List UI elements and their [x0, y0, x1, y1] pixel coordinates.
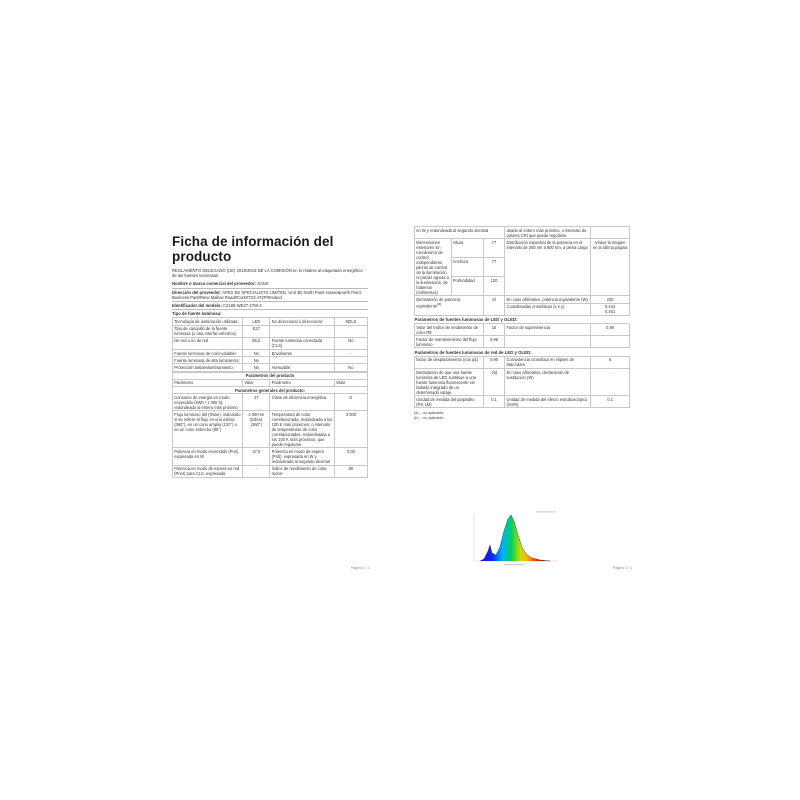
table-cell: Clase de eficiencia energética: [270, 394, 334, 411]
type-section-title: Tipo de fuente luminosa:: [172, 311, 222, 317]
table-cell: -: [591, 368, 630, 395]
table-cell: LED: [243, 318, 270, 325]
table-cell: Consumo de energía en modo encendido (kWh / 1 000 h), redondeado al entero más próximo: [173, 394, 243, 411]
table-cell: Potencia en modo de espera (Psb), expresada en W y redondeada al segundo decimal: [270, 448, 334, 465]
address-line: [172, 289, 368, 302]
table-cell: MLS: [243, 337, 270, 349]
table-cell: [334, 357, 367, 364]
page-title: Ficha de información del producto: [172, 234, 334, 264]
table-cell: Atenuable:: [270, 364, 334, 371]
table-row: [173, 448, 368, 465]
table-row: [173, 357, 368, 364]
table-row: [173, 325, 368, 337]
table-cell: Índice de rendimiento de color, redon-: [270, 465, 334, 477]
params-header-4: Valor: [334, 379, 367, 386]
table-cell: [270, 325, 334, 337]
table-cell: 3 000: [334, 411, 367, 448]
params-header-2: Valor: [243, 379, 270, 386]
table-row: [415, 368, 630, 395]
table-row: Profundidad 120: [415, 277, 630, 296]
table-cell: Potencia en modo encendido (Pon), expresada en W: [173, 448, 243, 465]
table-row: [173, 394, 368, 411]
table-row: [173, 411, 368, 448]
footnotes: (a) -: no aplicable; (b) -: no aplicable;: [414, 411, 445, 421]
params-section-title: Parámetros del producto: [173, 372, 368, 379]
table-cell: [505, 336, 591, 348]
address-label: Dirección del proveedor:: [172, 289, 222, 295]
table-row: Declaración de potencia equivalente$^{(a)}$ Sí En caso afirmativo, potencia equivalente (W) 230: [415, 296, 630, 303]
address-value: APEX EE SPECIALISTS LIMITED, Unit 3D North Point House&north Point Business Park#New Mallow Road#Cork#T23 AT2P#Ireland: [172, 289, 361, 300]
table-cell: Temperatura de color correlacionada, redondeada a los 100 K más próximos, o intervalo de temperaturas de color correlacionadas, redondeadas a los 100 K más próximos, que puede regularse: [271, 411, 333, 447]
table-cell: Potencia en modo de espera en red (Pnet) para CLS, expresada: [173, 465, 243, 477]
table-cell: No direccional o direccional:: [270, 318, 334, 325]
table-cell: factor de desplazamiento (cos φ1): [415, 356, 484, 368]
table-cell: 6: [591, 356, 630, 368]
table-row: en W y redondeada al segundo decimal deado al entero más próximo, o intervalo de valores CRI que puede regularse: [415, 227, 630, 239]
general-section-title: Parámetros generales del producto:: [173, 386, 368, 393]
table-cell: No: [243, 357, 270, 364]
table-cell: 0,1: [591, 396, 630, 408]
spectral-distribution-image: [466, 507, 562, 569]
model-value: C2188-WE27-27W-1: [222, 303, 262, 309]
table-row: [173, 318, 368, 325]
supplier-label: Nombre o marca comercial del proveedor:: [172, 281, 257, 287]
table-row: [173, 349, 368, 356]
table-row: Coordenadas cromáticas (x e y) 0,444 0,401: [415, 303, 630, 315]
supplier-line: [172, 280, 368, 288]
table-cell: Declaración de que una fuente luminosa de LED sustituye a una fuente luminosa fluorescente sin balasto integrado de un determinado vataje.: [415, 368, 484, 395]
table-cell: Fuente luminosa de color variable:: [173, 349, 243, 356]
table-cell: 0,90: [591, 324, 630, 336]
mains-section-title: Parámetros de fuentes luminosas de red de LED y OLED:: [415, 348, 630, 356]
table-cell: [270, 357, 334, 364]
continued-table: [414, 226, 630, 408]
table-cell: [334, 325, 367, 337]
table-cell: NDLS: [334, 318, 367, 325]
page-footer: Página 1 / 1: [350, 566, 370, 570]
table-cell: 0,90: [483, 356, 505, 368]
table-cell: Valor del índice de rendimiento de color R9: [415, 324, 484, 336]
spectral-distribution-value: Véase la imagen en la última página: [591, 239, 630, 296]
table-cell: Tecnología de iluminación utilizada:: [173, 318, 243, 325]
table-cell: No: [243, 364, 270, 371]
table-cell: No: [334, 364, 367, 371]
table-cell: -(b): [483, 368, 505, 395]
table-row: [415, 356, 630, 368]
table-cell: Factor de supervivencia: [505, 324, 591, 336]
table-row: [173, 465, 368, 477]
table-cell: Fuente luminosa de alta luminancia:: [173, 357, 243, 364]
table-cell: No: [243, 349, 270, 356]
table-cell: 27,0: [243, 448, 270, 465]
table-cell: En caso afirmativo, declaración de sustitución (W): [505, 368, 591, 395]
product-params-table: [172, 372, 368, 478]
model-label: Identificador del modelo:: [172, 303, 222, 309]
table-row: [173, 364, 368, 371]
table-cell: 0,96: [483, 336, 505, 348]
table-cell: No: [334, 337, 367, 349]
table-row: [415, 396, 630, 408]
page-footer: Página 1 / 1: [612, 566, 632, 570]
table-row: Anchura 77: [415, 258, 630, 277]
table-cell: -: [243, 465, 270, 477]
table-cell: Tipo de casquillo de la fuente luminosa (u otra interfaz eléctrica): [173, 325, 243, 337]
table-cell: De red o no de red: [173, 337, 243, 349]
table-cell: Consistencia cromática en elipses de MacAdam: [505, 356, 591, 368]
table-cell: Flujo luminoso útil (Φuse), indicando si se refiere al flujo en una esfera (360°), en un cono amplio (120°) o en un cono estrecho (90°): [173, 411, 243, 448]
table-cell: Fuente luminosa conectada (CLS): [270, 337, 334, 349]
table-cell: Envolvente: [270, 349, 334, 356]
regulation-text: REGLAMENTO DELEGADO (UE) 2019/2015 DE LA COMISIÓN en lo relativo al etiquetado energético de las fuentes luminosas: [172, 268, 363, 279]
table-cell: 16: [483, 324, 505, 336]
table-cell: [591, 336, 630, 348]
table-cell: Unidad de medida del parpadeo (Pst LM): [415, 396, 484, 408]
params-header-3: Parámetro: [270, 379, 334, 386]
params-header-1: Parámetro: [173, 379, 243, 386]
spectral-distribution-label: Distribución espectral de la potencia en el intervalo de 250 nm a 800 nm, a plena carga: [505, 239, 591, 296]
led-section-title: Parámetros de fuentes luminosas de LED y OLED:: [415, 315, 630, 323]
table-cell: D: [334, 394, 367, 411]
table-cell: 0,00: [334, 448, 367, 465]
table-cell: E27: [243, 325, 270, 337]
table-cell: 4 000 en Esfera (360°): [243, 411, 270, 448]
table-cell: 0,1: [483, 396, 505, 408]
spectrum-legend-mark: [536, 511, 556, 513]
table-row: [173, 337, 368, 349]
dimensions-label: Dimensiones exteriores sin mecanismo de control independiente, piezas de control de la iluminación ni piezas ajenas a la iluminación, de haberlos (milímetros): [415, 239, 452, 296]
table-row: [415, 324, 630, 336]
supplier-value: SANS: [257, 281, 269, 287]
equivalent-power-label: Declaración de potencia equivalente$^{(a)}$: [415, 296, 484, 315]
table-cell: 80: [334, 465, 367, 477]
table-cell: Protección antideslumbramiento:: [173, 364, 243, 371]
model-line: [172, 302, 368, 310]
spectrum-axis-caption-mark: [504, 564, 524, 565]
document-page-1: [166, 226, 374, 572]
chromaticity-values: 0,444 0,401: [591, 303, 630, 315]
light-source-type-table: [172, 317, 368, 371]
table-cell: Factor de mantenimiento del flujo luminoso: [415, 336, 484, 348]
table-row: Dimensiones exteriores sin mecanismo de control independiente, piezas de control de la iluminación ni piezas ajenas a la iluminación, de haberlos (milímetros) Altura 77 Distribución espectral de la potencia en el intervalo de 250 nm a 800 nm, a plena carga Véase la imagen en la última página: [415, 239, 630, 258]
table-row: [415, 336, 630, 348]
table-cell: 27: [243, 394, 270, 411]
table-cell: -: [334, 349, 367, 356]
table-cell: Unidad de medida del efecto estroboscópico (SVM): [505, 396, 591, 408]
